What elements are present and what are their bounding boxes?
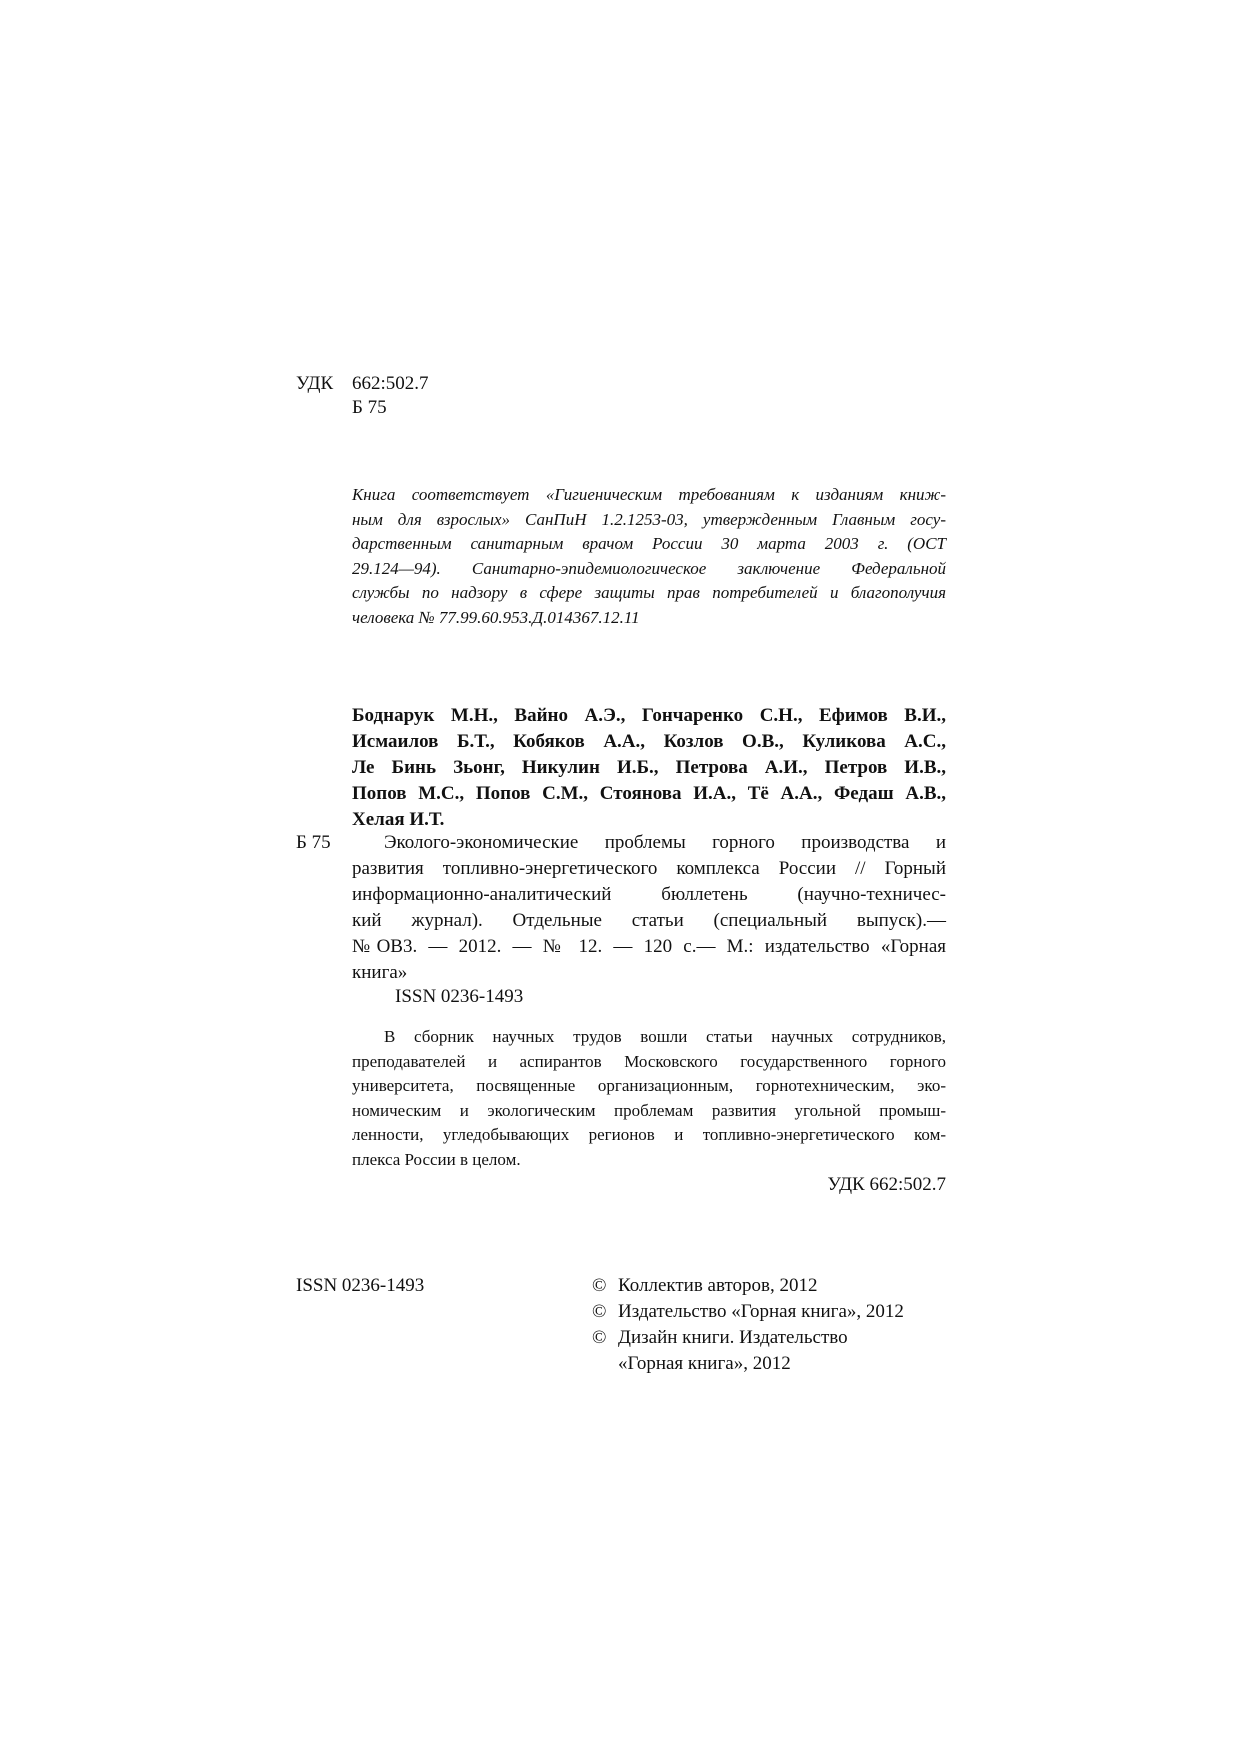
copyright-text: Издательство «Горная книга», 2012 — [618, 1301, 904, 1322]
copyright-icon: © — [592, 1275, 607, 1296]
annotation-line: номическим и экологическим проблемам развития угольной промыш- — [352, 1100, 946, 1120]
authors-line: Попов М.С., Попов С.М., Стоянова И.А., Тё А.А., Федаш А.В., — [352, 783, 946, 804]
annotation-line: университета, посвященные организационным, горнотехническим, эко- — [352, 1076, 946, 1095]
issn-middle: ISSN 0236-1493 — [395, 986, 524, 1007]
authors-line: Хелая И.Т. — [352, 809, 445, 830]
annotation-line: В сборник научных трудов вошли статьи научных сотрудников, — [384, 1027, 946, 1046]
hygiene-note-line: дарственным санитарным врачом России 30 марта 2003 г. (ОСТ — [352, 534, 946, 553]
copyright-text: Дизайн книги. Издательство — [618, 1327, 848, 1348]
annotation — [352, 1025, 946, 1172]
annotation-line: преподавателей и аспирантов Московского государственного горного — [352, 1051, 946, 1071]
copyright-icon: © — [592, 1327, 607, 1348]
authors-list — [352, 703, 946, 833]
hygiene-note-line: ным для взрослых» СанПиН 1.2.1253-03, утвержденным Главным госу- — [352, 509, 946, 529]
copyright-row — [592, 1325, 904, 1351]
biblio-sign: Б 75 — [296, 832, 331, 853]
issn-bottom: ISSN 0236-1493 — [296, 1275, 425, 1296]
copyright-block — [592, 1273, 904, 1377]
biblio-line: книга» — [352, 962, 408, 983]
hygiene-note — [352, 483, 946, 630]
annotation-line: ленности, угледобывающих регионов и топливно-энергетического ком- — [352, 1125, 946, 1144]
copyright-icon: © — [592, 1301, 607, 1322]
udk-code: 662:502.7 — [352, 373, 429, 394]
copyright-continuation: «Горная книга», 2012 — [618, 1353, 791, 1374]
biblio-line: информационно-аналитический бюллетень (научно-техничес- — [352, 884, 946, 905]
copyright-row — [592, 1299, 904, 1325]
authors-line: Исмаилов Б.Т., Кобяков А.А., Козлов О.В., Куликова А.С., — [352, 731, 946, 752]
biblio-line: кий журнал). Отдельные статьи (специальный выпуск).— — [352, 910, 946, 931]
udk-right: УДК 662:502.7 — [827, 1174, 946, 1195]
author-sign: Б 75 — [352, 397, 387, 418]
biblio-line: Эколого-экономические проблемы горного производства и — [384, 832, 946, 853]
hygiene-note-line: 29.124—94). Санитарно-эпидемиологическое заключение Федеральной — [352, 558, 946, 578]
copyright-row — [592, 1273, 904, 1299]
hygiene-note-line: службы по надзору в сфере защиты прав потребителей и благополучия — [352, 583, 946, 602]
biblio-line: №ОВ3. — 2012. — № 12. — 120 с.— М.: издательство «Горная — [352, 936, 946, 957]
authors-line: Ле Бинь Зьонг, Никулин И.Б., Петрова А.И., Петров И.В., — [352, 757, 946, 778]
authors-line: Боднарук М.Н., Вайно А.Э., Гончаренко С.Н., Ефимов В.И., — [352, 705, 946, 726]
udk-label: УДК — [296, 373, 334, 394]
biblio-line: развития топливно-энергетического комплекса России // Горный — [352, 858, 946, 879]
copyright-text: Коллектив авторов, 2012 — [618, 1275, 818, 1296]
bibliographic-description — [352, 830, 946, 986]
annotation-line: плекса России в целом. — [352, 1149, 521, 1169]
hygiene-note-line: Книга соответствует «Гигиеническим требованиям к изданиям книж- — [352, 485, 946, 504]
hygiene-note-line: человека № 77.99.60.953.Д.014367.12.11 — [352, 607, 640, 627]
